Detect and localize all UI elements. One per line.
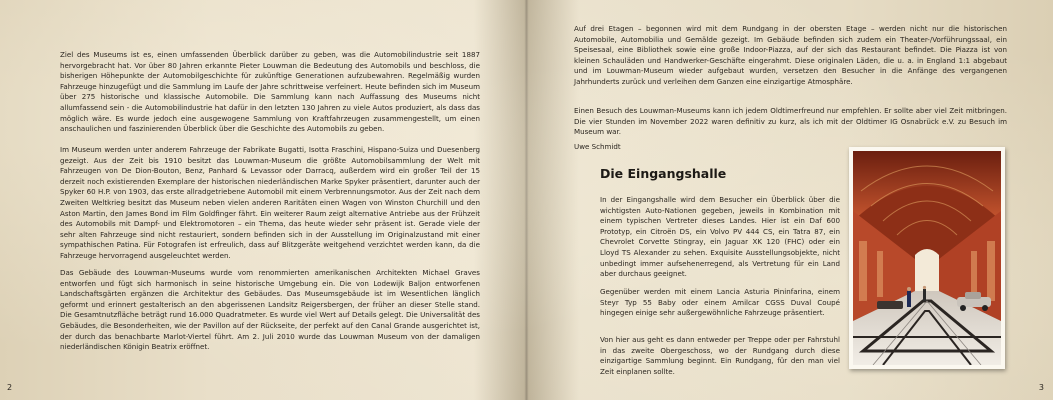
collection-paragraph: Im Museum werden unter anderem Fahrzeuge der Fabrikate Bugatti, Isotta Fraschini, Hispano-Suiza und Duesenberg gezeigt. Aus der Zeit bis 1910 besitzt das Louwman-Museum die größte Automobilsammlung der Welt mit Fahrzeugen von De Dion-Bouton, Benz, Panhard & Levassor oder Darracq, außerdem wird ein großer Teil der 15 derzeit noch existierenden Exemplare der historischen niederländischen Marke Spyker präsentiert, darunter auch der Spyker 60 H.P. von 1903, das erste allradgetriebene Automobil mit einem Verbrennungsmotor. Aus der Zeit nach dem Zweiten Weltkrieg besitzt das Museum neben vielen anderen Raritäten einen Wagen von Winston Churchill und den Aston Martin, den James Bond im Film Goldfinger fährt. Ein weiterer Raum zeigt alternative Antriebe aus der Frühzeit des Automobils mit Dampf- und Elektromotoren – ein Thema, das heute wieder sehr präsent ist. Gerade viele der sehr alten Fahrzeuge sind nicht restauriert, sondern befinden sich in der Ausstellung im Originalzustand mit einer sympathischen Patina. Für Fotografen ist erfreulich, dass auf Blitzgeräte weitgehend verzichtet werden kann, da die Fahrzeuge hervorragend ausgeleuchtet werden.	[60, 145, 480, 260]
author-name: Uwe Schmidt	[574, 142, 621, 151]
tour-start-paragraph: Von hier aus geht es dann entweder per Treppe oder per Fahrstuhl in das zweite Obergeschoss, wo der Rundgang durch diese einzigartige Sammlung beginnt. Ein Rundgang, für den man viel Zeit einplanen sollte.	[600, 335, 840, 376]
intro-paragraph: Ziel des Museums ist es, einen umfassenden Überblick darüber zu geben, was die Automobilindustrie seit 1887 hervorgebracht hat. Vor über 80 Jahren erkannte Pieter Louwman die Bedeutung des Automobils und beschloss, die bisherigen Höhepunkte der Automobilgeschichte für zukünftige Generationen aufzubewahren. Regelmäßig wurden Fahrzeuge hinzugefügt und die Sammlung im Laufe der Jahre schrittweise verfeinert. Heute befinden sich im Museum über 275 historische und klassische Automobile. Die Sammlung kann nach Auffassung des Museums nicht allumfassend sein - die Automobilindustrie hat dafür in den letzten 130 Jahren zu viele Autos produziert, als dass das möglich wäre. Es wurde jedoch eine ausgewogene Sammlung von Kraftfahrzeugen zusammengestellt, um einen anschaulichen und faszinierenden Überblick über die Geschichte des Automobils zu geben.	[60, 50, 480, 134]
floors-paragraph: Auf drei Etagen – begonnen wird mit dem Rundgang in der obersten Etage – werden nicht nur die historischen Automobile, Automobilia und Gemälde gezeigt. Im Gebäude befinden sich zudem ein Theater-/Vorführungssaal, ein Speisesaal, eine Bibliothek sowie eine große Indoor-Piazza, auf der sich das Restaurant befindet. Die Piazza ist von kleinen Schauläden und Handwerker-Geschäfte eingerahmt. Diese originalen Läden, die u. a. in England 1:1 abgebaut und im Louwman-Museum wieder aufgebaut wurden, versetzen den Besucher in die Anfänge des vergangenen Jahrhunderts zurück und verleihen dem Ganzen eine einzigartige Atmosphäre.	[574, 24, 1007, 86]
page-number-right: 3	[1038, 383, 1044, 392]
photo-frame	[849, 147, 1005, 369]
car-silhouette-left	[877, 301, 903, 309]
opposite-cars-paragraph: Gegenüber werden mit einem Lancia Asturia Pininfarina, einem Steyr Typ 55 Baby oder einem Amilcar CGSS Duval Coupé hingegen einige sehr außergewöhnliche Fahrzeuge präsentiert.	[600, 287, 840, 318]
entrance-hall-paragraph: In der Eingangshalle wird dem Besucher ein Überblick über die wichtigsten Auto-Nationen gegeben, jeweils in Kombination mit einem typischen Vertreter dieses Landes. Hier ist ein Daf 600 Prototyp, ein Citroën DS, ein Volvo PV 444 CS, ein Tatra 87, ein Chevrolet Corvette Stingray, ein Jaguar XK 120 (FHC) oder ein Lloyd TS Alexander zu sehen. Exquisite Ausstellungsobjekte, nicht unbedingt immer aufsehenerregend, als Vertretung für ein Land aber durchaus geeignet.	[600, 195, 840, 279]
building-paragraph: Das Gebäude des Louwman-Museums wurde vom renommierten amerikanischen Architekten Michael Graves entworfen und fügt sich harmonisch in seine historische Umgebung ein. Die von Lodewijk Baljon entworfenen Landschaftsgärten ergänzen die Architektur des Gebäudes. Das Museumsgebäude ist im Wesentlichen länglich geformt und erinnert gestalterisch an den abgerissenen Landsitz Reigersbergen, der früher an dieser Stelle stand. Die Gesamtnutzfläche beträgt rund 16.000 Quadratmeter. Es wurde viel Wert auf Details gelegt. Die Universalität des Gebäudes, die Besonderheiten, wie der Pavillon auf der Rückseite, der perfekt auf den Canal Grande ausgerichtet ist, der durch das benachbarte Marlot-Viertel führt. Am 2. Juli 2010 wurde das Louwman Museum von der damaligen niederländischen Königin Beatrix eröffnet.	[60, 268, 480, 352]
right-page	[527, 0, 1053, 400]
page-number-left: 2	[7, 383, 13, 392]
section-heading: Die Eingangshalle	[600, 166, 727, 181]
entrance-hall-photo	[853, 151, 1001, 365]
far-doorway	[915, 255, 939, 291]
recommendation-paragraph: Einen Besuch des Louwman-Museums kann ich jedem Oldtimerfreund nur empfehlen. Er sollte aber viel Zeit mitbringen. Die vier Stunden im November 2022 waren definitiv zu kurz, als ich mit der Oldtimer IG Osnabrück e.V. zu Besuch im Museum war.	[574, 106, 1007, 137]
visitor-figure	[907, 291, 911, 307]
left-page	[0, 0, 526, 400]
